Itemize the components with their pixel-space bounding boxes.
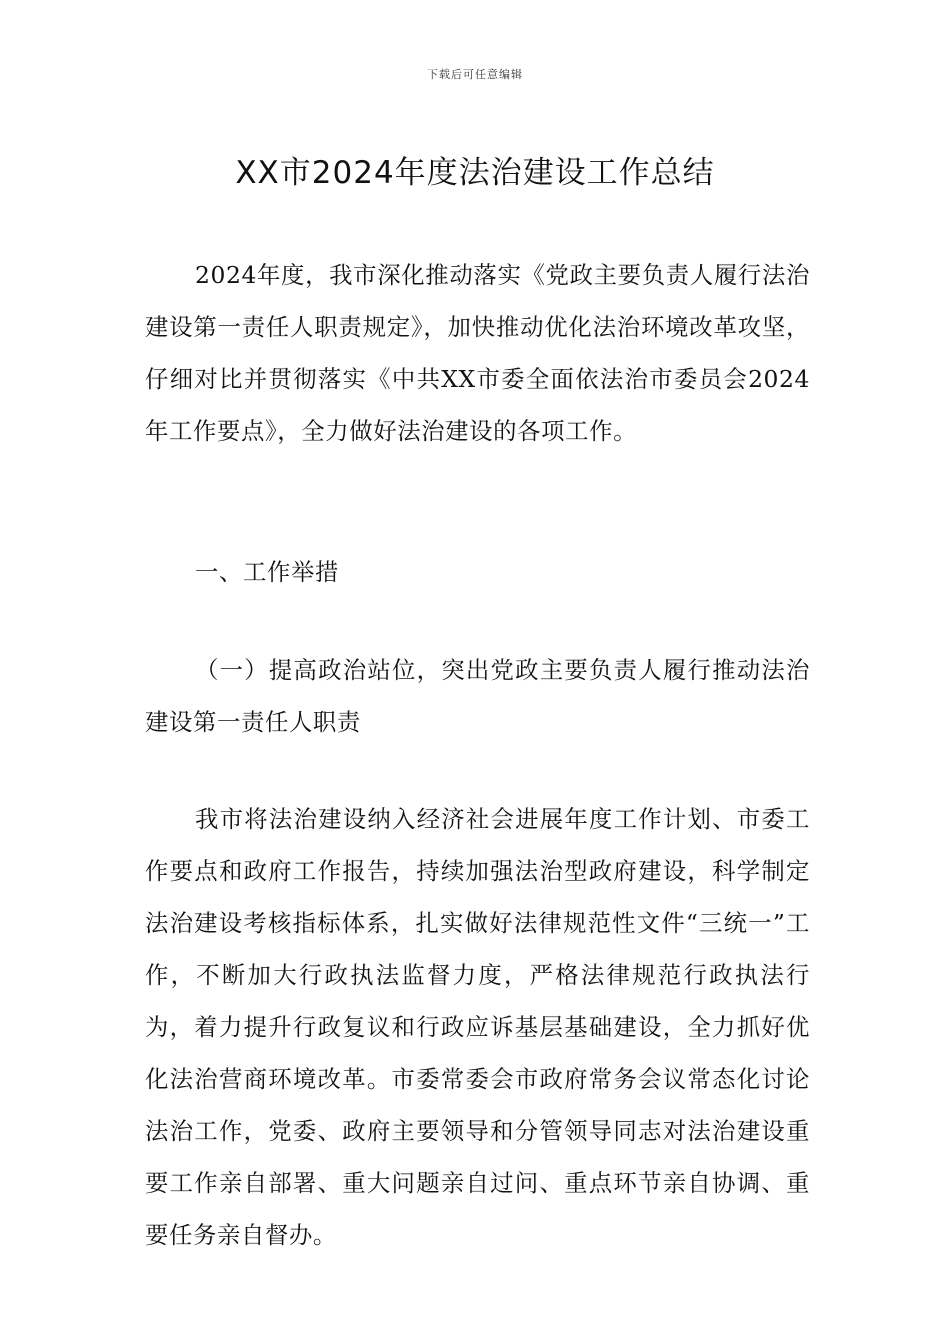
document-title: XX市2024年度法治建设工作总结 [235,154,715,191]
intro-paragraph: 2024年度，我市深化推动落实《党政主要负责人履行法治建设第一责任人职责规定》，加快推动优化法治环境改革攻坚，仔细对比并贯彻落实《中共XX市委全面依法治市委员会2024年工作要点》，全力做好法治建设的各项工作。 [145,261,810,446]
section-heading-work-measures: 一、工作举措 [195,558,339,587]
subsection-heading-political-stance: （一）提高政治站位，突出党政主要负责人履行推动法治建设第一责任人职责 [145,656,810,737]
header-note: 下载后可任意编辑 [427,68,523,81]
measures-paragraph: 我市将法治建设纳入经济社会进展年度工作计划、市委工作要点和政府工作报告，持续加强法治型政府建设，科学制定法治建设考核指标体系，扎实做好法律规范性文件“三统一”工作，不断加大行政执法监督力度，严格法律规范行政执法行为，着力提升行政复议和行政应诉基层基础建设，全力抓好优化法治营商环境改革。市委常委会市政府常务会议常态化讨论法治工作，党委、政府主要领导和分管领导同志对法治建设重要工作亲自部署、重大问题亲自过问、重点环节亲自协调、重要任务亲自督办。 [145,805,810,1250]
